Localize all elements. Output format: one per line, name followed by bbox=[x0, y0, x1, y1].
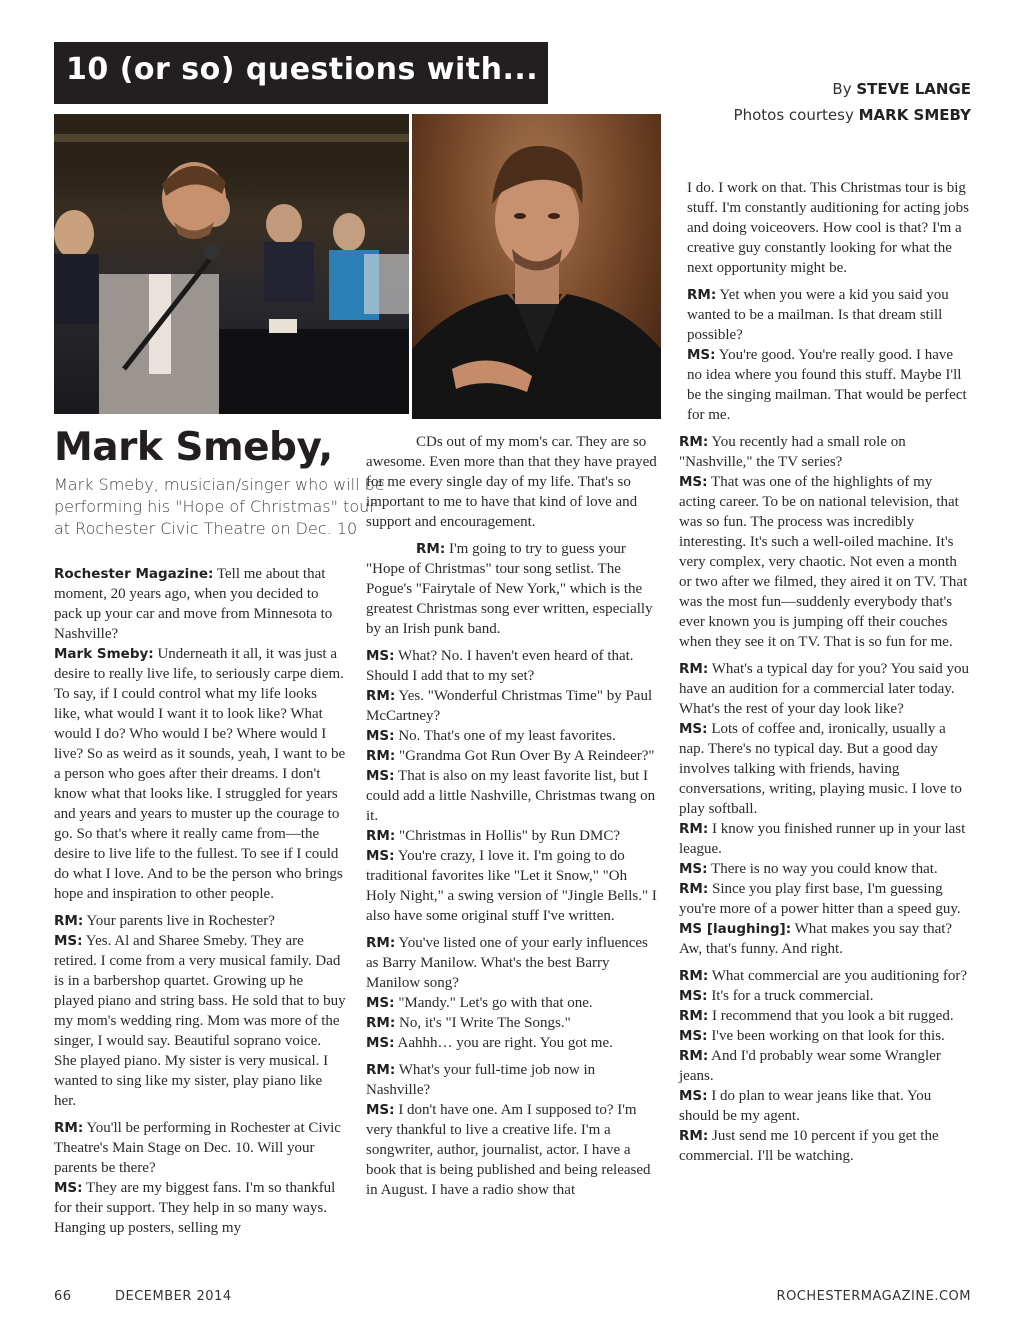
interview-paragraph bbox=[366, 993, 658, 1013]
paragraph-text: No, it's "I Write The Songs." bbox=[395, 1015, 571, 1031]
portrait-photo-image bbox=[412, 114, 661, 419]
paragraph-text: Since you play first base, I'm guessing you're more of a power hitter than a speed guy. bbox=[679, 881, 961, 917]
photo-credit-prefix: Photos courtesy bbox=[733, 106, 854, 124]
interview-paragraph bbox=[679, 919, 971, 959]
interview-paragraph bbox=[54, 1118, 346, 1178]
interview-paragraph bbox=[679, 819, 971, 859]
speaker-label: MS: bbox=[687, 347, 716, 363]
paragraph-text: Lots of coffee and, ironically, usually a nap. There's no typical day. But a good day involves talking with friends, having conversations, writing, playing music. I love to play softball. bbox=[679, 721, 962, 817]
speaker-label: MS: bbox=[366, 768, 395, 784]
interview-paragraph bbox=[679, 1046, 971, 1086]
interview-paragraph bbox=[366, 646, 658, 686]
speaker-label: Rochester Magazine: bbox=[54, 566, 214, 582]
speaker-label: RM: bbox=[366, 935, 396, 951]
performance-photo bbox=[54, 114, 409, 414]
paragraph-text: Tell me about that moment, 20 years ago, when you decided to pack up your car and move from Minnesota to Nashville? bbox=[54, 566, 333, 642]
paragraph-text: It's for a truck commercial. bbox=[707, 988, 874, 1004]
banner-title: 10 (or so) questions with... bbox=[66, 52, 539, 87]
paragraph-text: Just send me 10 percent if you get the commercial. I'll be watching. bbox=[679, 1128, 939, 1164]
issue-date: DECEMBER 2014 bbox=[115, 1289, 232, 1304]
paragraph-text: You've listed one of your early influences as Barry Manilow. What's the best Barry Manilow song? bbox=[366, 935, 648, 991]
paragraph-text: Underneath it all, it was just a desire to really live life, to seriously carpe diem. To say, if I could control what my life looks like, what would I want it to look like? What would I do? Who would I be? Where would I live? So as weird as it sounds, yeah, I want to be a person who goes after their dreams. I don't know what that looks like. I struggled for years and years and years to muster up the courage to go. So that's where it really came from—the desire to live life to the fullest. To see if I could do what I love. And to be the person who brings hope and inspiration to other people. bbox=[54, 646, 346, 902]
interview-paragraph bbox=[679, 1026, 971, 1046]
paragraph-text: They are my biggest fans. I'm so thankful for their support. They help in so many ways. Hanging up posters, selling my bbox=[54, 1180, 336, 1236]
paragraph-text: What's your full-time job now in Nashville? bbox=[366, 1062, 596, 1098]
interview-paragraph bbox=[679, 1086, 971, 1126]
speaker-label: MS: bbox=[679, 721, 708, 737]
speaker-label: MS: bbox=[679, 474, 708, 490]
page-number: 66 bbox=[54, 1289, 72, 1304]
interview-paragraph bbox=[679, 1006, 971, 1026]
article-deck: Mark Smeby, musician/singer who will be performing his "Hope of Christmas" tour at Rochester Civic Theatre on Dec. 10 bbox=[54, 475, 385, 538]
interview-paragraph bbox=[366, 766, 658, 826]
speaker-label: MS: bbox=[366, 728, 395, 744]
speaker-label: MS: bbox=[679, 1028, 708, 1044]
paragraph-text: "Mandy." Let's go with that one. bbox=[394, 995, 593, 1011]
speaker-label: MS: bbox=[366, 1102, 395, 1118]
paragraph-text: You're good. You're really good. I have no idea where you found this stuff. Maybe I'll be the singing mailman. That would be perfect for me. bbox=[687, 347, 967, 423]
speaker-label: MS: bbox=[366, 648, 395, 664]
speaker-label: RM: bbox=[366, 748, 396, 764]
paragraph-text: No. That's one of my least favorites. bbox=[394, 728, 616, 744]
paragraph-text: "Grandma Got Run Over By A Reindeer?" bbox=[395, 748, 655, 764]
paragraph-text: There is no way you could know that. bbox=[707, 861, 938, 877]
interview-paragraph bbox=[679, 879, 971, 919]
paragraph-text: That is also on my least favorite list, but I could add a little Nashville, Christmas twang on it. bbox=[366, 768, 656, 824]
interview-paragraph bbox=[679, 1126, 971, 1166]
speaker-label: MS: bbox=[366, 995, 395, 1011]
paragraph-text: I don't have one. Am I supposed to? I'm very thankful to live a creative life. I'm a songwriter, author, journalist, actor. I have a book that is being published and being released in August. I have a radio show that bbox=[366, 1102, 651, 1198]
speaker-label: MS: bbox=[679, 988, 708, 1004]
interview-paragraph bbox=[366, 1100, 658, 1200]
paragraph-text: What? No. I haven't even heard of that. Should I add that to my set? bbox=[366, 648, 634, 684]
paragraph-text: What makes you say that? Aw, that's funny. And right. bbox=[679, 921, 953, 957]
speaker-label: RM: bbox=[679, 1128, 709, 1144]
paragraph-text: I've been working on that look for this. bbox=[707, 1028, 945, 1044]
performance-photo-image bbox=[54, 114, 409, 414]
interview-paragraph bbox=[366, 726, 658, 746]
article-column-3 bbox=[679, 178, 971, 1166]
interview-paragraph bbox=[54, 644, 346, 904]
speaker-label: RM: bbox=[679, 1048, 709, 1064]
speaker-label: RM: bbox=[679, 1008, 709, 1024]
photo-credit-name: MARK SMEBY bbox=[858, 106, 971, 124]
speaker-label: Mark Smeby: bbox=[54, 646, 154, 662]
interview-paragraph bbox=[54, 911, 346, 931]
paragraph-text: Your parents live in Rochester? bbox=[83, 913, 275, 929]
article-column-2 bbox=[366, 432, 658, 1200]
interview-paragraph: I do. I work on that. This Christmas tour is big stuff. I'm constantly auditioning for acting jobs and doing voiceovers. How cool is that? I'm a creative guy constantly looking for what the next opportunity might be. bbox=[687, 180, 969, 276]
portrait-photo bbox=[412, 114, 661, 419]
speaker-label: RM: bbox=[679, 968, 709, 984]
paragraph-text: Yes. Al and Sharee Smeby. They are retired. I come from a very musical family. Dad is in a barbershop quartet. Growing up he played piano and string bass. He sold that to buy my mom's wedding ring. Mom was more of the singer, I would say. Beautiful soprano voice. She played piano. My sister is very musical. I wanted to sing like my sister, play piano like her. bbox=[54, 933, 346, 1109]
paragraph-text: Aahhh… you are right. You got me. bbox=[394, 1035, 613, 1051]
interview-paragraph bbox=[54, 564, 346, 644]
article-headline: Mark Smeby, bbox=[54, 425, 333, 470]
speaker-label: RM: bbox=[366, 688, 396, 704]
interview-paragraph: CDs out of my mom's car. They are so awesome. Even more than that they have prayed for me every single day of my life. That's so important to me to have that kind of love and support and encouragement. bbox=[366, 434, 657, 530]
interview-paragraph bbox=[366, 539, 658, 639]
interview-paragraph bbox=[679, 345, 971, 425]
speaker-label: RM: bbox=[679, 881, 709, 897]
speaker-label: RM: bbox=[416, 541, 446, 557]
interview-paragraph bbox=[679, 432, 971, 472]
speaker-label: MS: bbox=[54, 1180, 83, 1196]
speaker-label: MS: bbox=[54, 933, 83, 949]
speaker-label: RM: bbox=[679, 434, 709, 450]
speaker-label: RM: bbox=[366, 1015, 396, 1031]
speaker-label: RM: bbox=[687, 287, 717, 303]
speaker-label: MS: bbox=[679, 861, 708, 877]
section-banner bbox=[54, 42, 548, 104]
speaker-label: MS [laughing]: bbox=[679, 921, 792, 937]
paragraph-text: You recently had a small role on "Nashville," the TV series? bbox=[679, 434, 906, 470]
interview-paragraph bbox=[366, 746, 658, 766]
paragraph-text: I know you finished runner up in your last league. bbox=[679, 821, 966, 857]
interview-paragraph bbox=[366, 1060, 658, 1100]
interview-paragraph bbox=[679, 859, 971, 879]
interview-paragraph bbox=[679, 986, 971, 1006]
paragraph-text: You'll be performing in Rochester at Civic Theatre's Main Stage on Dec. 10. Will your parents be there? bbox=[54, 1120, 341, 1176]
paragraph-text: What commercial are you auditioning for? bbox=[708, 968, 968, 984]
photo-credit bbox=[734, 106, 971, 124]
paragraph-text: I do plan to wear jeans like that. You should be my agent. bbox=[679, 1088, 932, 1124]
paragraph-text: "Christmas in Hollis" by Run DMC? bbox=[395, 828, 620, 844]
interview-paragraph bbox=[54, 1178, 346, 1238]
article-column-1 bbox=[54, 564, 346, 1238]
speaker-label: RM: bbox=[366, 1062, 396, 1078]
paragraph-text: I'm going to try to guess your "Hope of Christmas" tour song setlist. The Pogue's "Fairytale of New York," which is the greatest Christmas song ever written, especially by an Irish punk band. bbox=[366, 541, 653, 637]
speaker-label: RM: bbox=[679, 821, 709, 837]
interview-paragraph bbox=[54, 931, 346, 1111]
paragraph-text: Yet when you were a kid you said you wanted to be a mailman. Is that dream still possible? bbox=[687, 287, 949, 343]
interview-paragraph bbox=[679, 472, 971, 652]
speaker-label: RM: bbox=[366, 828, 396, 844]
interview-paragraph bbox=[679, 966, 971, 986]
speaker-label: MS: bbox=[366, 1035, 395, 1051]
interview-paragraph bbox=[366, 1013, 658, 1033]
paragraph-text: And I'd probably wear some Wrangler jeans. bbox=[679, 1048, 941, 1084]
interview-paragraph bbox=[366, 826, 658, 846]
paragraph-text: I recommend that you look a bit rugged. bbox=[708, 1008, 954, 1024]
interview-paragraph bbox=[366, 686, 658, 726]
speaker-label: MS: bbox=[679, 1088, 708, 1104]
interview-paragraph bbox=[366, 933, 658, 993]
speaker-label: RM: bbox=[54, 913, 84, 929]
speaker-label: RM: bbox=[679, 661, 709, 677]
website-url: ROCHESTERMAGAZINE.COM bbox=[776, 1289, 971, 1304]
interview-paragraph bbox=[366, 846, 658, 926]
interview-paragraph bbox=[679, 659, 971, 719]
byline-author: STEVE LANGE bbox=[856, 80, 971, 98]
paragraph-text: You're crazy, I love it. I'm going to do traditional favorites like "Let it Snow," "Oh Holy Night," a swing version of "Jingle Bells." I also have some original stuff I've written. bbox=[366, 848, 657, 924]
paragraph-text: What's a typical day for you? You said you have an audition for a commercial later today. What's the rest of your day look like? bbox=[679, 661, 969, 717]
speaker-label: RM: bbox=[54, 1120, 84, 1136]
paragraph-text: That was one of the highlights of my acting career. To be on national television, that was so fun. The process was incredibly interesting. It's such a well-oiled machine. It's very complex, very chaotic. Not even a month or two after we filmed, they aired it on TV. That was the most fun—suddenly everybody that's ever known you is jumping off their couches when they see it on TV. That is so fun for me. bbox=[679, 474, 968, 650]
speaker-label: MS: bbox=[366, 848, 395, 864]
paragraph-text: Yes. "Wonderful Christmas Time" by Paul McCartney? bbox=[366, 688, 653, 724]
byline-prefix: By bbox=[832, 80, 852, 98]
interview-paragraph bbox=[366, 1033, 658, 1053]
byline bbox=[832, 80, 971, 98]
interview-paragraph bbox=[679, 719, 971, 819]
interview-paragraph bbox=[679, 285, 971, 345]
